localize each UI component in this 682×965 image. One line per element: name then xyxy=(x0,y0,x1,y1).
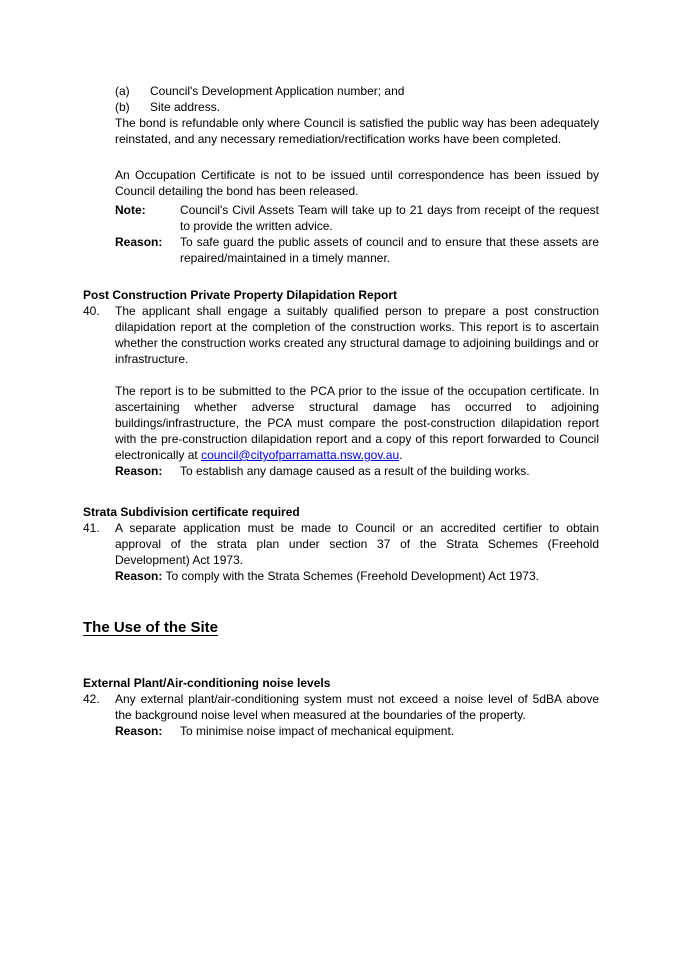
condition-41-paragraph: A separate application must be made to Council or an accredited certifier to obtain approval of the strata plan under section 37 of the Strata Schemes (Freehold Development) Act 1973. xyxy=(115,521,599,567)
list-marker: (b) xyxy=(115,100,130,114)
reason-row xyxy=(115,463,599,479)
condition-40 xyxy=(83,303,599,479)
reason-label: Reason: xyxy=(115,235,163,249)
reason-text: To establish any damage caused as a result of the building works. xyxy=(180,464,530,478)
condition-body xyxy=(115,303,599,479)
intro-block xyxy=(115,83,599,266)
condition-41 xyxy=(83,520,599,584)
condition-40-paragraph-2 xyxy=(115,383,599,463)
list-marker: (a) xyxy=(115,84,130,98)
note-text: Council's Civil Assets Team will take up to 21 days from receipt of the request to provide the written advice. xyxy=(180,203,599,233)
paragraph-text-after-link: . xyxy=(399,448,403,462)
list-item-text: Site address. xyxy=(150,100,221,114)
reason-label: Reason: xyxy=(115,464,163,478)
condition-body xyxy=(115,691,599,739)
condition-body xyxy=(115,520,599,584)
list-item xyxy=(115,99,599,115)
reason-row xyxy=(115,234,599,266)
condition-42 xyxy=(83,691,599,739)
condition-number: 41. xyxy=(83,521,100,535)
section-42-heading: External Plant/Air-conditioning noise levels xyxy=(83,676,331,690)
note-row xyxy=(115,202,599,234)
reason-text: To comply with the Strata Schemes (Freehold Development) Act 1973. xyxy=(165,569,539,583)
reason-label: Reason: xyxy=(115,569,163,583)
reason-row xyxy=(115,723,599,739)
reason-text: To minimise noise impact of mechanical equipment. xyxy=(180,724,455,738)
condition-42-paragraph: Any external plant/air-conditioning system must not exceed a noise level of 5dBA above the background noise level when measured at the boundaries of the property. xyxy=(115,692,599,722)
use-of-site-heading: The Use of the Site xyxy=(83,619,219,636)
list-item xyxy=(115,83,599,99)
section-41-heading: Strata Subdivision certificate required xyxy=(83,505,300,519)
reason-line xyxy=(115,568,599,584)
list-item-text: Council's Development Application number; and xyxy=(150,84,405,98)
section-40-heading: Post Construction Private Property Dilapidation Report xyxy=(83,288,398,302)
note-label: Note: xyxy=(115,203,146,217)
condition-number: 40. xyxy=(83,304,100,318)
condition-40-paragraph-1: The applicant shall engage a suitably qualified person to prepare a post construction dilapidation report at the completion of the construction works. This report is to ascertain whether the construction works created any structural damage to adjoining buildings and or infrastructure. xyxy=(115,304,599,366)
reason-label: Reason: xyxy=(115,724,163,738)
condition-number: 42. xyxy=(83,692,100,706)
paragraph-text-before-link: The report is to be submitted to the PCA prior to the issue of the occupation certificate. In ascertaining whether adverse structural damage has occurred to adjoining buildings/infrastructure, the PCA must compare the post-construction dilapidation report with the pre-construction dilapidation report and a copy of this report forwarded to Council electronically at xyxy=(115,384,599,462)
occupation-paragraph: An Occupation Certificate is not to be issued until correspondence has been issued by Council detailing the bond has been released. xyxy=(115,168,599,198)
reason-text: To safe guard the public assets of council and to ensure that these assets are repaired/maintained in a timely manner. xyxy=(180,235,599,265)
bond-paragraph: The bond is refundable only where Council is satisfied the public way has been adequately reinstated, and any necessary remediation/rectification works have been completed. xyxy=(115,116,599,146)
email-link[interactable]: council@cityofparramatta.nsw.gov.au xyxy=(201,448,400,462)
